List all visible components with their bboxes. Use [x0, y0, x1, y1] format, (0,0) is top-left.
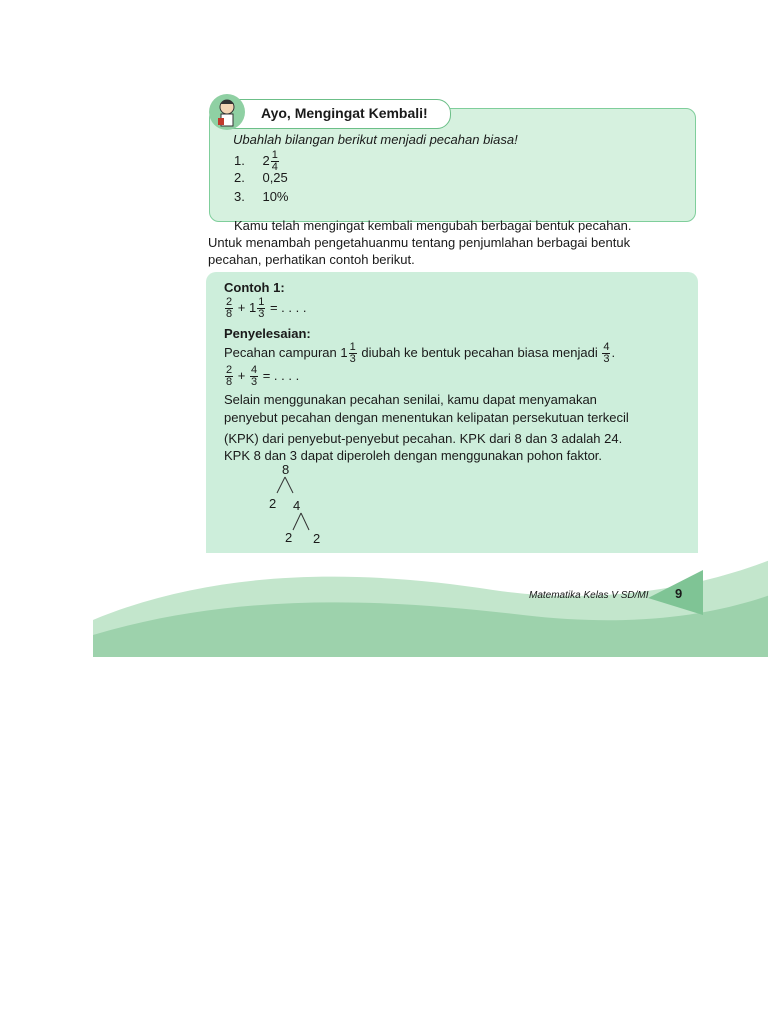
tree-branch [277, 477, 285, 493]
tree-l2-right: 2 [313, 531, 321, 546]
tree-branch [301, 513, 309, 530]
tree-l1-right: 4 [293, 498, 301, 513]
factor-tree [263, 462, 353, 552]
student-mascot-icon [207, 92, 247, 132]
reminder-item-3 [234, 189, 289, 205]
example-title: Contoh 1: [224, 280, 285, 295]
item-number: 2. [234, 170, 245, 185]
item-number: 1. [234, 152, 245, 168]
footer-wave [93, 560, 768, 657]
item-value: 10% [262, 189, 289, 204]
tree-branch [293, 513, 301, 530]
tree-l2-left: 2 [285, 530, 293, 545]
reminder-instruction: Ubahlah bilangan berikut menjadi pecahan biasa! [233, 132, 518, 147]
para-line-4: KPK 8 dan 3 dapat diperoleh dengan menggunakan pohon faktor. [224, 448, 603, 463]
tree-l1-left: 2 [269, 496, 277, 511]
book-title: Matematika Kelas V SD/MI [529, 590, 649, 601]
para-line-3: (KPK) dari penyebut-penyebut pecahan. KPK dari 8 dan 3 adalah 24. [224, 431, 623, 446]
page-number: 9 [675, 586, 683, 601]
reminder-title: Ayo, Mengingat Kembali! [261, 105, 428, 121]
intro-line-2: Untuk menambah pengetahuanmu tentang penjumlahan berbagai bentuk [208, 235, 631, 250]
example-question: $\frac{2}{8}$ + 1 $\frac{1}{3}$ = . . . . [226, 296, 307, 320]
item-number: 3. [234, 189, 245, 204]
tree-branch [285, 477, 293, 493]
intro-line-3: pecahan, perhatikan contoh berikut. [208, 252, 415, 267]
mixed-whole: 2 [262, 152, 270, 168]
book-page [93, 90, 768, 657]
para-line-1: Selain menggunakan pecahan senilai, kamu dapat menyamakan [224, 392, 597, 407]
solution-line-1: Pecahan campuran 1 $\frac{1}{3}$ diubah ke bentuk pecahan biasa menjadi $\frac{4}{3}$ . [224, 341, 616, 365]
solution-title: Penyelesaian: [224, 326, 311, 341]
fraction: $\frac{1}{4}$ [271, 149, 278, 173]
para-line-2: penyebut pecahan dengan menentukan kelipatan persekutuan terkecil [224, 410, 629, 425]
item-value: 0,25 [262, 170, 288, 185]
intro-line-1: Kamu telah mengingat kembali mengubah berbagai bentuk pecahan. [234, 218, 632, 233]
tree-root: 8 [282, 462, 290, 477]
solution-equation: $\frac{2}{8}$ + $\frac{4}{3}$ = . . . . [226, 364, 300, 388]
reminder-item-2 [234, 170, 288, 186]
